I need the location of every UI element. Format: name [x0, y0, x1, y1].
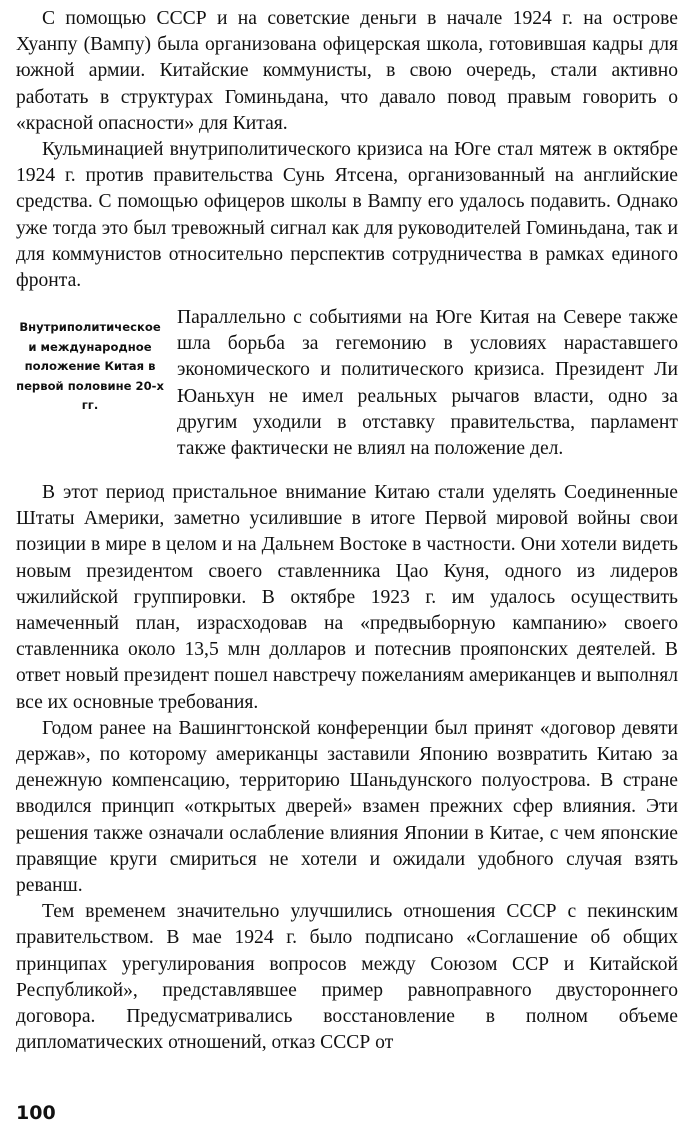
paragraph: В этот период пристальное внимание Китаю стали уделять Соединенные Штаты Америки, заметно усилившие в итоге Первой мировой войны свои позиции в мире в целом и на Дальнем Востоке в частности. Они хотели видеть новым президентом своего ставленника Цао Куня, одного из лидеров чжилийской группировки. В октябре 1923 г. им удалось осуществить намеченный план, израсходовав на «предвыборную кампанию» своего ставленника около 13,5 млн долларов и потеснив прояпонских деятелей. В ответ новый президент пошел навстречу пожеланиям американцев и выполнял все их основные требования.: [16, 482, 678, 713]
paragraph: Годом ранее на Вашингтонской конференции был принят «договор девяти держав», по которому американцы заставили Японию возвратить Китаю за денежную компенсацию, территорию Шаньдунского полуострова. В стране вводился принцип «открытых дверей» взамен прежних сфер влияния. Эти решения также означали ослабление влияния Японии в Китае, с чем японские правящие круги смириться не хотели и ожидали удобного случая взять реванш.: [16, 717, 678, 897]
page-number: 100: [16, 1102, 56, 1124]
margin-note: Внутриполитическое и международное положение Китая в первой половине 20-х гг.: [16, 320, 164, 413]
paragraph: С помощью СССР и на советские деньги в начале 1924 г. на острове Хуанпу (Вампу) была организована офицерская школа, готовившая кадры для южной армии. Китайские коммунисты, в свою очередь, стали активно работать в структурах Гоминьдана, что давало повод правым говорить о «красной опасности» для Китая.: [16, 8, 678, 134]
text-block-bottom: [16, 480, 678, 1056]
paragraph: Кульминацией внутриполитического кризиса на Юге стал мятеж в октябре 1924 г. против правительства Сунь Ятсена, организованный на английские средства. С помощью офицеров школы в Вампу его удалось подавить. Однако уже тогда это был тревожный сигнал как для руководителей Гоминьдана, так и для коммунистов относительно перспектив сотрудничества в рамках единого фронта.: [16, 139, 678, 292]
paragraph: Тем временем значительно улучшились отношения СССР с пекинским правительством. В мае 1924 г. было подписано «Соглашение об общих принципах урегулирования вопросов между Союзом ССР и Китайской Республикой», представлявшее пример равноправного двустороннего договора. Предусматривались восстановление в полном объеме дипломатических отношений, отказ СССР от: [16, 901, 678, 1054]
text-block-top: [16, 6, 678, 294]
side-paragraph: Параллельно с событиями на Юге Китая на Севере также шла борьба за гегемонию в условиях нараставшего экономического и политического кризиса. Президент Ли Юаньхун не имел реальных рычагов власти, одно за другим уходили в отставку правительства, парламент также фактически не влиял на положение дел.: [177, 307, 678, 460]
